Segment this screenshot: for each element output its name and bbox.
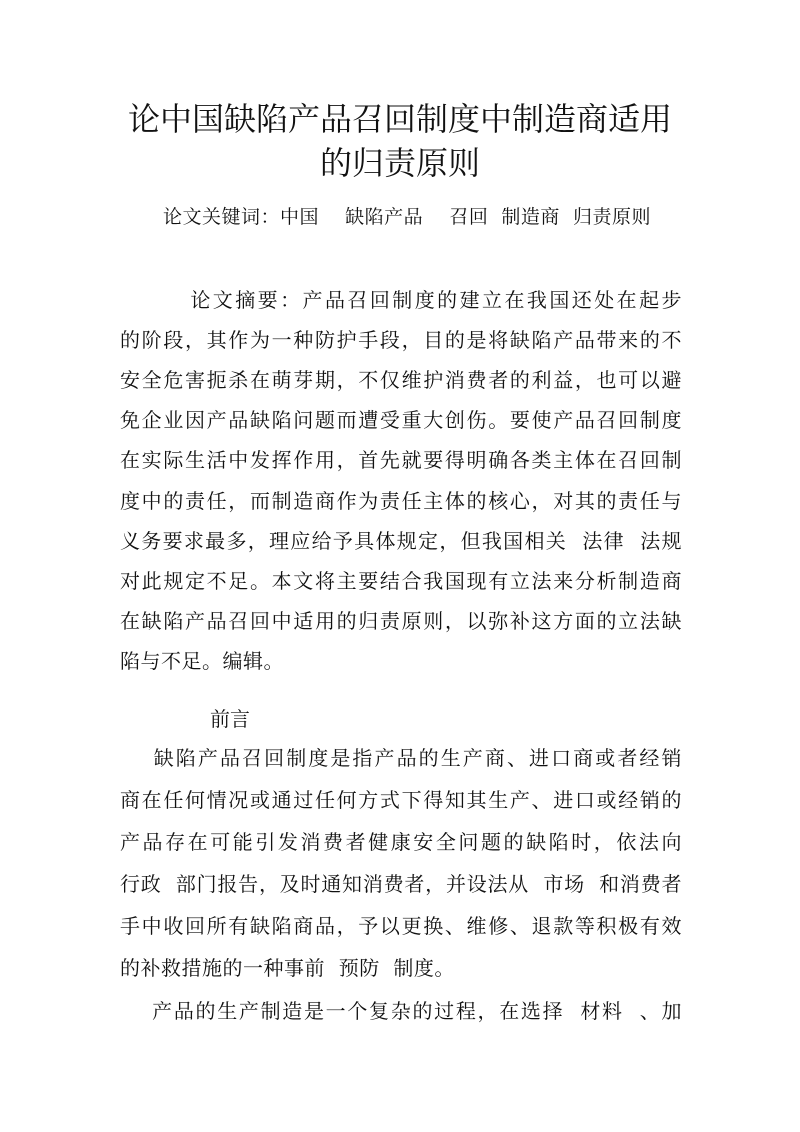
- body-line: 产品存在可能引发消费者健康安全问题的缺陷时，依法向: [120, 830, 682, 854]
- abstract-line: 在实际生活中发挥作用，首先就要得明确各类主体在召回制: [120, 448, 682, 472]
- body-line: 的补救措施的一种事前 预防 制度。: [120, 956, 455, 980]
- abstract-line: 的阶段，其作为一种防护手段，目的是将缺陷产品带来的不: [120, 328, 682, 352]
- document-title-line-2: 的归责原则: [319, 144, 480, 182]
- abstract-line: 免企业因产品缺陷问题而遭受重大创伤。要使产品召回制度: [120, 408, 682, 432]
- body-line: 行政 部门报告，及时通知消费者，并设法从 市场 和消费者: [120, 872, 682, 896]
- abstract-line: 安全危害扼杀在萌芽期，不仅维护消费者的利益，也可以避: [120, 368, 682, 392]
- body-line: 产品的生产制造是一个复杂的过程，在选择 材料 、加: [120, 999, 682, 1023]
- keywords-line: 论文关键词：中国 缺陷产品 召回 制造商 归责原则: [163, 206, 651, 228]
- abstract-line: 对此规定不足。本文将主要结合我国现有立法来分析制造商: [120, 569, 682, 593]
- abstract-line: 陷与不足。编辑。: [120, 649, 284, 673]
- abstract-line: 义务要求最多，理应给予具体规定，但我国相关 法律 法规: [120, 529, 682, 553]
- abstract-line: 论文摘要：产品召回制度的建立在我国还处在起步: [120, 288, 682, 312]
- document-title-line-1: 论中国缺陷产品召回制度中制造商适用: [127, 100, 672, 138]
- abstract-line: 在缺陷产品召回中适用的归责原则，以弥补这方面的立法缺: [120, 609, 682, 633]
- abstract-line: 度中的责任，而制造商作为责任主体的核心，对其的责任与: [120, 489, 682, 513]
- body-line: 缺陷产品召回制度是指产品的生产商、进口商或者经销: [120, 746, 682, 770]
- body-line: 商在任何情况或通过任何方式下得知其生产、进口或经销的: [120, 788, 682, 812]
- section-heading-preface: 前言: [210, 707, 250, 731]
- body-line: 手中收回所有缺陷商品，予以更换、维修、退款等积极有效: [120, 914, 682, 938]
